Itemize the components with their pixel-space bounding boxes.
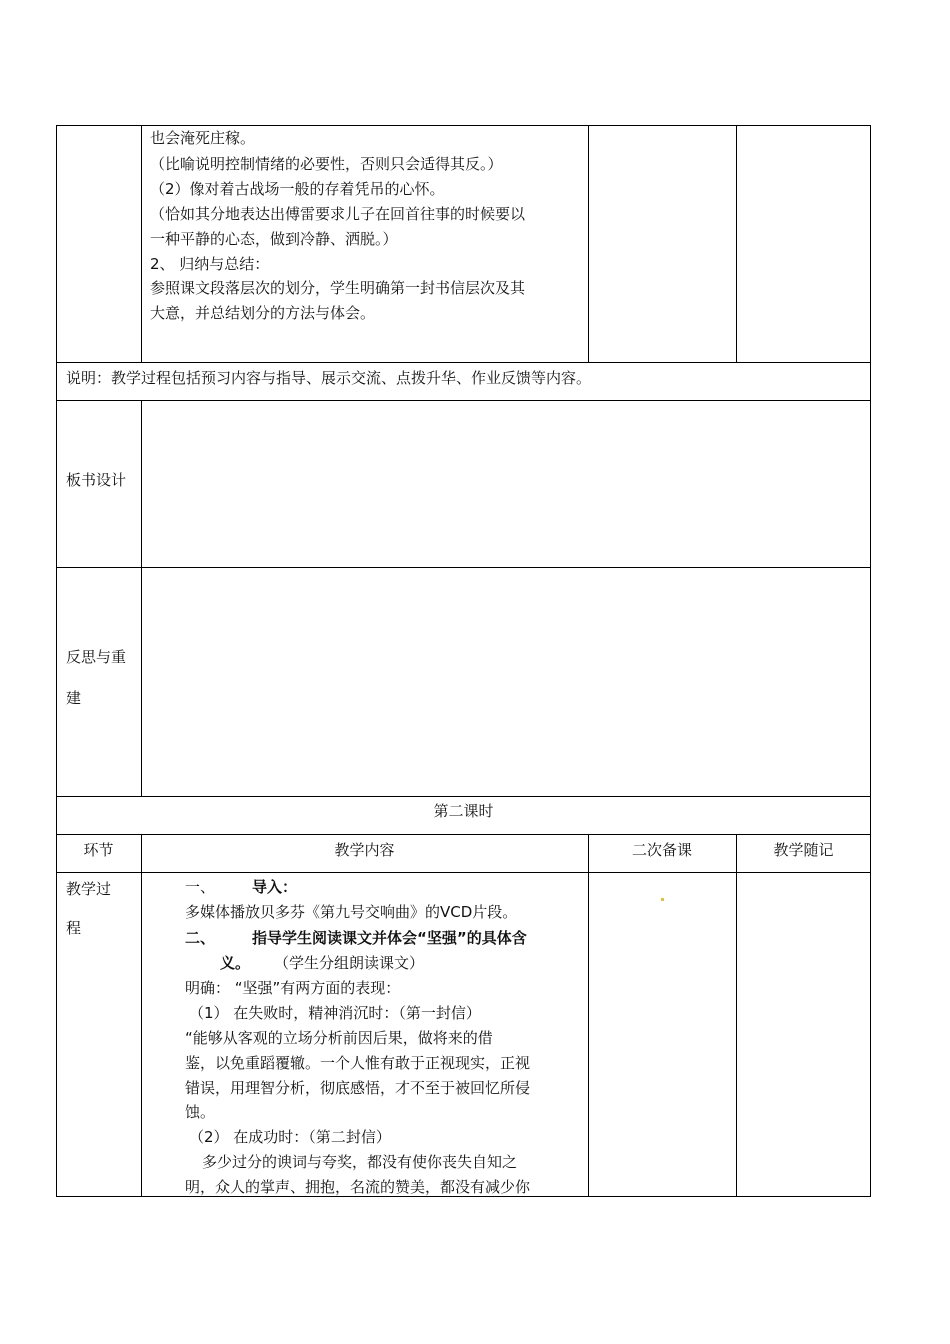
content-line: 也会淹死庄稼。 (150, 129, 256, 147)
content-line: （比喻说明控制情绪的必要性，否则只会适得其反。） (150, 155, 503, 173)
reflection-label: 反思与重 (66, 648, 127, 666)
content-line: 蚀。 (185, 1103, 216, 1121)
section-heading: 指导学生阅读课文并体会“坚强”的具体含 (252, 929, 527, 947)
stage-label: 教学过 (66, 880, 112, 898)
row-divider (56, 400, 871, 401)
content-line: 多媒体播放贝多芬《第九号交响曲》的VCD片段。 (185, 903, 518, 921)
header-stage: 环节 (83, 841, 114, 859)
column-divider (141, 834, 142, 1197)
content-line: 明，众人的掌声、拥抱，名流的赞美，都没有减少你 (185, 1178, 531, 1196)
content-line: 明确： “坚强”有两方面的表现： (185, 979, 401, 997)
row-divider (56, 872, 871, 873)
row-divider (56, 567, 871, 568)
column-divider (141, 400, 142, 796)
row-divider (56, 362, 871, 363)
lesson-title: 第二课时 (433, 802, 494, 820)
header-content: 教学内容 (334, 841, 395, 859)
content-line: 参照课文段落层次的划分，学生明确第一封书信层次及其 (150, 279, 526, 297)
content-line: 错误，用理智分析，彻底感悟，才不至于被回忆所侵 (185, 1079, 531, 1097)
content-line: （2）像对着古战场一般的存着凭吊的心怀。 (150, 180, 445, 198)
header-prep: 二次备课 (631, 841, 692, 859)
content-line: 多少过分的谀词与夸奖，都没有使你丧失自知之 (202, 1153, 518, 1171)
column-divider (736, 125, 737, 362)
column-divider (588, 834, 589, 1197)
content-line: （2） 在成功时：（第二封信） (189, 1128, 391, 1146)
row-divider (56, 834, 871, 835)
stage-label: 程 (66, 919, 82, 937)
section-number: 二、 (185, 929, 216, 947)
content-line: “能够从客观的立场分析前因后果，做将来的借 (185, 1029, 493, 1047)
content-line: 大意，并总结划分的方法与体会。 (150, 304, 376, 322)
content-line: （学生分组朗读课文） (274, 954, 425, 972)
board-design-label: 板书设计 (66, 471, 127, 489)
section-heading: 义。 (220, 954, 251, 972)
content-line: 鉴，以免重蹈覆辙。一个人惟有敢于正视现实，正视 (185, 1054, 531, 1072)
row-divider (56, 796, 871, 797)
column-divider (588, 125, 589, 362)
note-text: 说明：教学过程包括预习内容与指导、展示交流、点拨升华、作业反馈等内容。 (66, 369, 592, 387)
content-line: 2、 归纳与总结： (150, 255, 270, 273)
scan-speck (661, 898, 664, 901)
column-divider (141, 125, 142, 362)
section-heading: 导入： (252, 878, 298, 896)
header-notes: 教学随记 (773, 841, 834, 859)
section-number: 一、 (185, 878, 216, 896)
reflection-label: 建 (66, 689, 82, 707)
content-line: （1） 在失败时，精神消沉时：（第一封信） (189, 1004, 481, 1022)
content-line: 一种平静的心态，做到冷静、洒脱。） (150, 230, 398, 248)
column-divider (736, 834, 737, 1197)
content-line: （恰如其分地表达出傅雷要求儿子在回首往事的时候要以 (150, 205, 526, 223)
